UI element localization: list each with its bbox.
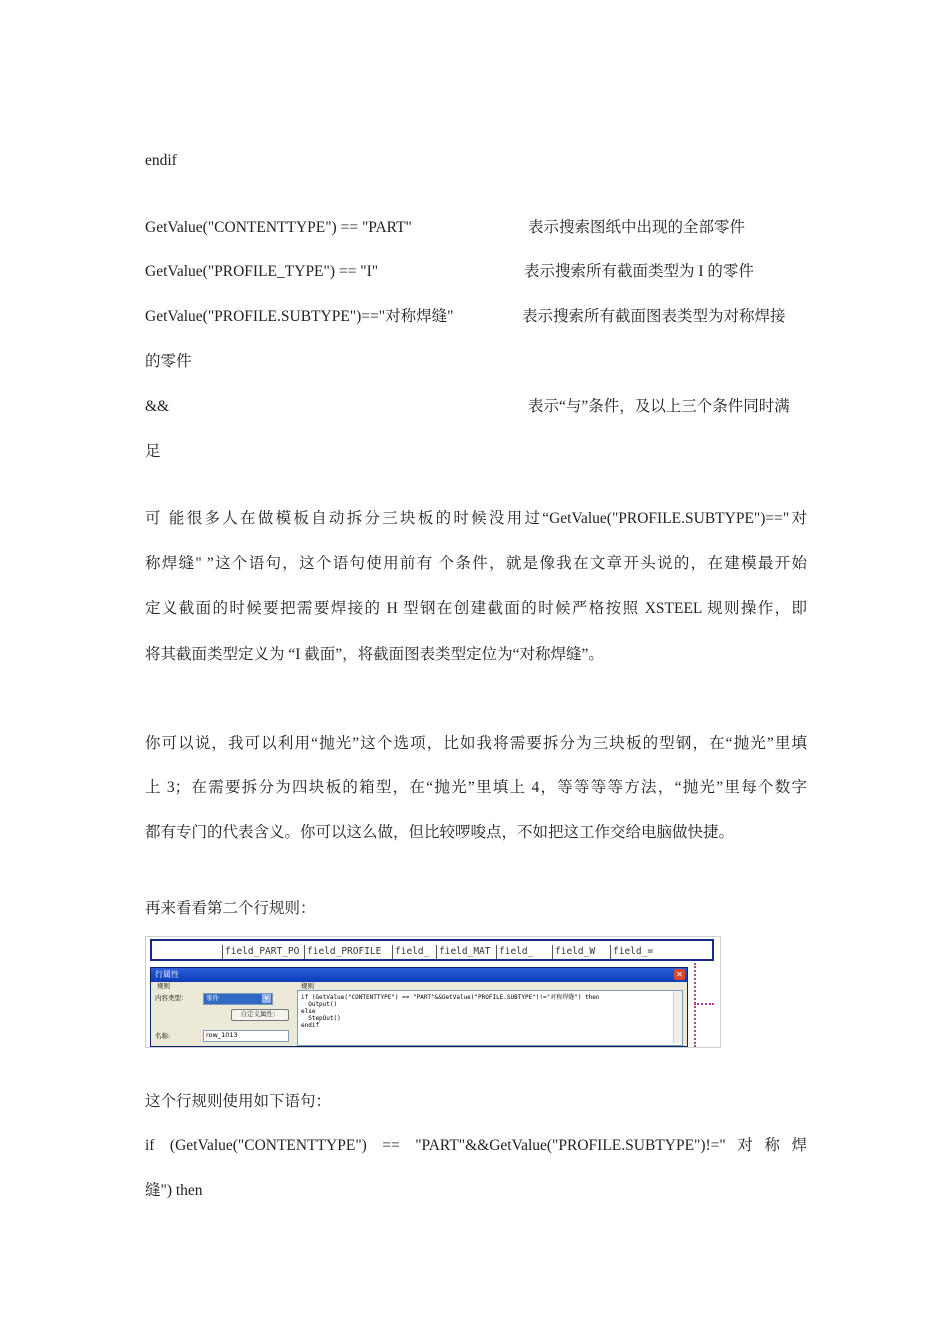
name-input[interactable]	[203, 1030, 289, 1042]
code-line: StepOut()	[301, 1015, 341, 1022]
field-cell: field_PROFILE	[304, 945, 381, 959]
field-cell: field_MAT	[436, 945, 490, 959]
code-line: if (GetValue("CONTENTTYPE") == "PART"&&GetValue("PROFILE.SUBTYPE")!="对称焊缝") then	[301, 994, 600, 1001]
name-label: 名称:	[155, 1032, 171, 1040]
dialog-title: 行属性	[151, 968, 687, 982]
field-cell: field_PART_PO	[222, 945, 299, 959]
para1-line: 将其截面类型定义为 “I 截面”，将截面图表类型定位为“对称焊缝”。	[145, 646, 604, 663]
row-rule-screenshot	[145, 936, 721, 1048]
field-cell: field_	[392, 945, 429, 959]
code-line: Output()	[301, 1001, 338, 1008]
close-icon[interactable]: ✕	[674, 969, 685, 980]
endif-line: endif	[145, 152, 177, 169]
layout-guide-line	[694, 1003, 714, 1005]
cond2-code: GetValue("PROFILE_TYPE") == "I"	[145, 263, 379, 280]
field-cell: field_W	[552, 945, 595, 959]
para1-line: 定义截面的时候要把需要焊接的 H 型钢在创建截面的时候严格按照 XSTEEL 规则操作，即	[145, 600, 807, 617]
content-type-select[interactable]	[203, 993, 273, 1005]
field-cell: field_=	[610, 945, 653, 959]
layout-guide-line	[694, 963, 718, 1047]
cond3-code: GetValue("PROFILE.SUBTYPE")=="对称焊缝"	[145, 308, 454, 325]
para1-line: 可 能很多人在做模板自动拆分三块板的时候没用过“GetValue("PROFILE.SUBTYPE")=="对	[145, 510, 807, 527]
and-code: &&	[145, 398, 170, 415]
field-cell: field_	[496, 945, 533, 959]
rule-code-editor[interactable]	[297, 990, 683, 1046]
cond1-code: GetValue("CONTENTTYPE") == "PART"	[145, 219, 412, 236]
content-type-label: 内容类型：	[155, 994, 188, 1002]
cond3-cont: 的零件	[145, 353, 192, 370]
and-cont: 足	[145, 443, 161, 460]
content-type-value: 零件	[206, 994, 219, 1002]
group-right-label: 规则	[301, 982, 314, 990]
and-desc: 表示“与”条件，及以上三个条件同时满	[528, 398, 790, 415]
para2-line: 都有专门的代表含义。你可以这么做，但比较啰唆点，不如把这工作交给电脑做快捷。	[145, 824, 735, 841]
cond1-desc: 表示搜索图纸中出现的全部零件	[528, 219, 746, 236]
intro-second-rule: 再来看看第二个行规则：	[145, 900, 316, 917]
final-code-line: 缝") then	[145, 1182, 203, 1199]
scrollbar[interactable]	[673, 991, 682, 1043]
cond3-desc: 表示搜索所有截面图表类型为对称焊接	[522, 308, 786, 325]
final-code-line: if (GetValue("CONTENTTYPE") == "PART"&&GetValue("PROFILE.SUBTYPE")!="对称焊	[145, 1137, 807, 1154]
name-value: row_1013	[206, 1031, 238, 1039]
para2-line: 上 3；在需要拆分为四块板的箱型，在“抛光”里填上 4，等等等等方法，“抛光”里每个数字	[145, 779, 807, 796]
chevron-down-icon: ▾	[262, 994, 271, 1003]
para1-line: 称焊缝" ”这个语句，这个语句使用前有 个条件，就是像我在文章开头说的，在建模最开始	[145, 555, 807, 572]
cond2-desc: 表示搜索所有截面类型为 I 的零件	[524, 263, 754, 280]
para2-line: 你可以说，我可以利用“抛光”这个选项，比如我将需要拆分为三块板的型钢，在“抛光”里填	[145, 735, 807, 752]
code-line: endif	[301, 1022, 320, 1029]
intro-statement: 这个行规则使用如下语句：	[145, 1093, 332, 1110]
code-line: else	[301, 1008, 316, 1015]
row-properties-dialog	[150, 967, 688, 1047]
group-left-label: 规则	[157, 982, 170, 990]
field-row	[150, 939, 714, 961]
custom-attribute-button[interactable]: 自定义属性：	[231, 1009, 289, 1021]
